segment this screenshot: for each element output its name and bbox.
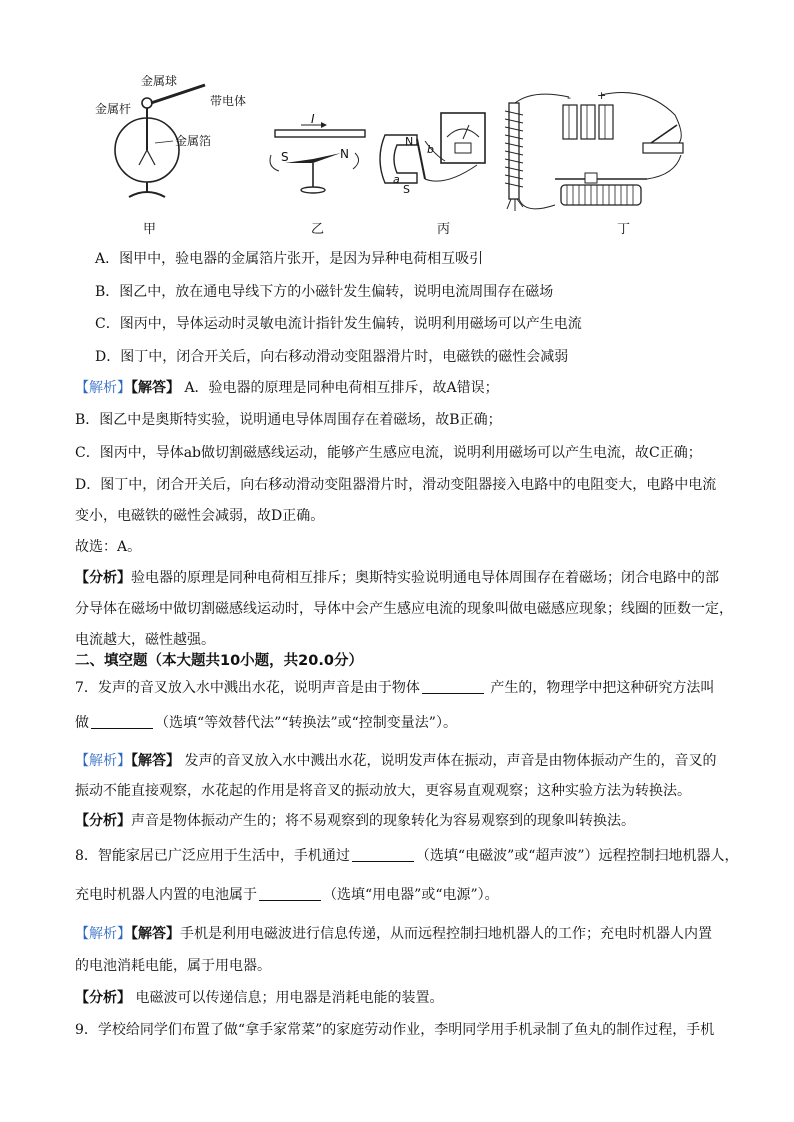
answer-tag: 【解答】	[131, 753, 180, 769]
q6-option-b: B．图乙中，放在通电导线下方的小磁针发生偏转，说明电流周围存在磁场	[95, 284, 554, 300]
q6-fenxi-line1: 【分析】验电器的原理是同种电荷相互排斥；奥斯特实验说明通电导体周围存在着磁场；闭合电路中的部	[75, 570, 719, 586]
q7-blank-1[interactable]	[422, 679, 484, 694]
battery-pack	[563, 105, 613, 139]
figure-bing-induction	[380, 113, 485, 235]
q6-answer-d2: 变小，电磁铁的磁性会减弱，故D正确。	[75, 508, 325, 524]
fenxi-tag: 【分析】	[75, 813, 131, 829]
label-magnet-s: S	[403, 183, 410, 196]
answer-tag: 【解答】	[131, 380, 180, 396]
q7-fenxi: 【分析】声音是物体振动产生的；将不易观察到的现象转化为容易观察到的现象叫转换法。	[75, 813, 635, 829]
switch	[643, 125, 683, 153]
label-metal-foil: 金属箔	[175, 134, 212, 148]
current-wire	[275, 130, 365, 137]
q7-blank-2[interactable]	[91, 714, 153, 729]
q7-line1: 7．发声的音叉放入水中溅出水花，说明声音是由于物体 产生的，物理学中把这种研究方法叫	[75, 680, 715, 696]
q6-answer-line: 【解析】【解答】 A．验电器的原理是同种电荷相互排斥，故A错误；	[75, 380, 499, 396]
q8-answer-line1: 【解析】【解答】手机是利用电磁波进行信息传递，从而远程控制扫地机器人的工作；充电时机器人内置	[75, 926, 712, 942]
section-title: 二、填空题（本大题共10小题，共20.0分）	[75, 653, 363, 669]
caption-jia: 甲	[143, 222, 157, 235]
q6-option-c: C．图丙中，导体运动时灵敏电流计指针发生偏转，说明利用磁场可以产生电流	[95, 316, 582, 332]
label-minus: -	[567, 91, 571, 104]
q6-answer-b: B．图乙中是奥斯特实验，说明通电导体周围存在着磁场，故B正确；	[75, 412, 502, 428]
q9-line1: 9．学校给同学们布置了做“拿手家常菜”的家庭劳动作业，李明同学用手机录制了鱼丸的制作过程，手机	[75, 1022, 715, 1038]
label-needle-s: S	[281, 150, 289, 164]
q6-fenxi-line3: 电流越大，磁性越强。	[75, 632, 215, 648]
fenxi-tag: 【分析】	[75, 990, 131, 1006]
q6-option-a: A．图甲中，验电器的金属箔片张开，是因为异种电荷相互吸引	[95, 251, 484, 267]
q7-answer-line1: 【解析】【解答】 发声的音叉放入水中溅出水花，说明发声体在振动，声音是由物体振动产生的，音叉的	[75, 753, 717, 769]
label-needle-n: N	[340, 147, 349, 161]
answer-tag: 【解答】	[131, 926, 180, 942]
label-charged-body: 带电体	[210, 94, 247, 108]
label-point-b: b	[427, 143, 434, 156]
q8-answer-line2: 的电池消耗电能，属于用电器。	[75, 958, 271, 974]
q6-answer-c: C．图丙中，导体ab做切割磁感线运动，能够产生感应电流，说明利用磁场可以产生电流，故C正确；	[75, 445, 702, 461]
caption-bing: 丙	[437, 222, 451, 235]
metal-ball	[142, 98, 152, 108]
label-metal-rod: 金属杆	[95, 102, 132, 116]
label-magnet-n: N	[405, 135, 414, 148]
q6-fenxi-line2: 分导体在磁场中做切割磁感线运动时，导体中会产生感应电流的现象叫做电磁感应现象；线圈的匝数一定，	[75, 601, 733, 617]
q7-line2: 做 （选填“等效替代法”“转换法”或“控制变量法”）。	[75, 715, 457, 731]
label-metal-ball: 金属球	[141, 75, 178, 88]
analysis-tag: 【解析】	[75, 926, 131, 942]
physics-figures	[85, 75, 705, 235]
q8-blank-1[interactable]	[352, 847, 414, 862]
caption-ding: 丁	[617, 222, 631, 235]
q6-answer-d1: D．图丁中，闭合开关后，向右移动滑动变阻器滑片时，滑动变阻器接入电路中的电阻变大，电路中电流	[75, 477, 717, 493]
q6-choice: 故选：A。	[75, 539, 142, 555]
analysis-tag: 【解析】	[75, 380, 131, 396]
label-point-a: a	[393, 173, 400, 186]
q8-line1: 8．智能家居已广泛应用于生活中，手机通过 （选填“电磁波”或“超声波”）远程控制扫地机器人，	[75, 848, 739, 864]
q7-answer-line2: 振动不能直接观察，水花起的作用是将音叉的振动放大，更容易直观观察；这种实验方法为转换法。	[75, 783, 691, 799]
figure-jia-electroscope	[95, 75, 246, 235]
q8-line2: 充电时机器人内置的电池属于 （选填“用电器”或“电源”）。	[75, 887, 499, 903]
label-plus: +	[597, 89, 607, 102]
label-current: I	[311, 112, 315, 126]
caption-yi: 乙	[311, 222, 325, 235]
q8-blank-2[interactable]	[259, 886, 321, 901]
analysis-tag: 【解析】	[75, 753, 131, 769]
fenxi-tag: 【分析】	[75, 570, 131, 586]
figure-ding-electromagnet	[505, 89, 683, 235]
q6-option-d: D．图丁中，闭合开关后，向右移动滑动变阻器滑片时，电磁铁的磁性会减弱	[95, 349, 569, 365]
compass-needle	[285, 153, 341, 163]
rheostat	[555, 173, 647, 205]
q8-fenxi: 【分析】 电磁波可以传递信息；用电器是消耗电能的装置。	[75, 990, 444, 1006]
figure-yi-oersted	[270, 112, 365, 235]
